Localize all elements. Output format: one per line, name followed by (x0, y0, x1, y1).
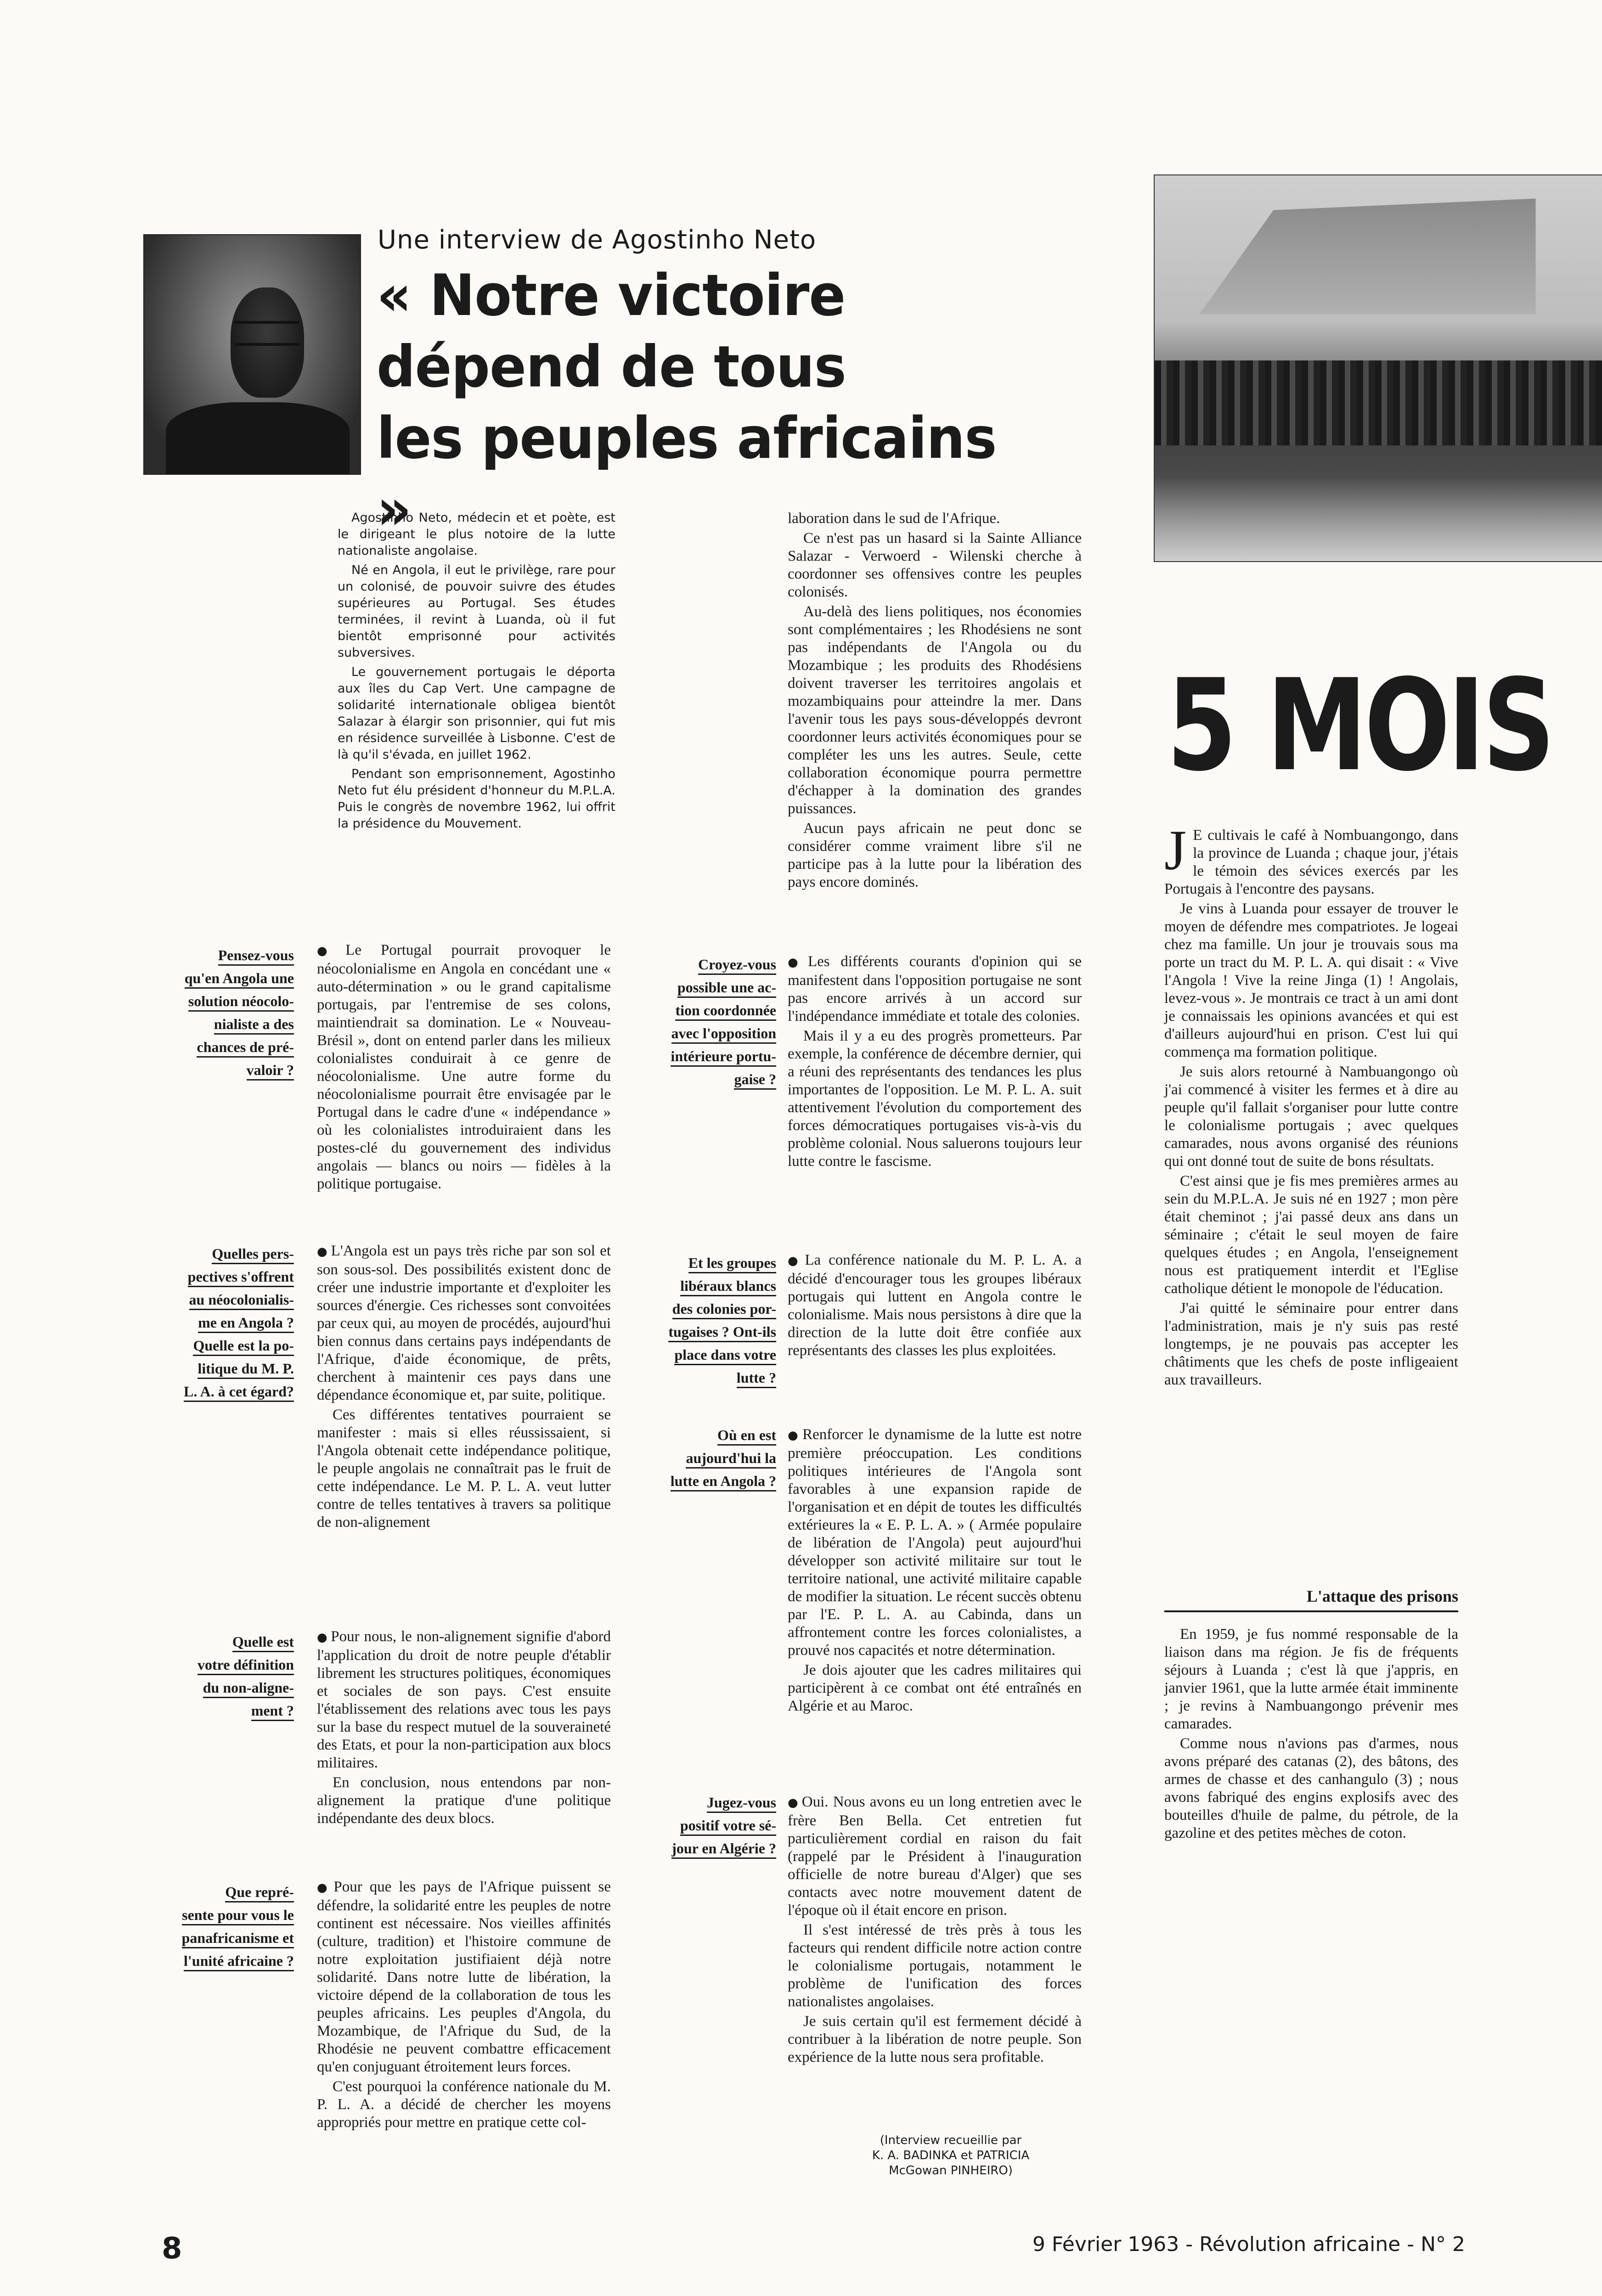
answer (788, 1251, 1082, 1362)
question: Jugez-vous positif votre sé- jour en Algérie ? (627, 1791, 776, 1860)
paragraph: Au-delà des liens politiques, nos économies sont complémentaires ; les Rhodésiens ne sont pas indépendants de l'Angola ou du Mozambique ; les produits des Rhodésiens doivent traverser les territoires angolais et mozambiquains pour atteindre la mer. Dans l'avenir tous les pays sous-développés devront coordonner leurs activités économiques pour se compléter les uns les autres. Seule, cette collaboration économique pourra permettre d'échapper à la domination des grandes puissances. (788, 603, 1082, 817)
answer (317, 1628, 611, 1829)
intro-paragraph: Le gouvernement portugais le déporta aux îles du Cap Vert. Une campagne de solidarité internationale obligea bientôt Salazar à élargir son prisonnier, qui fut mis en résidence surveillée à Lisbonne. C'est de là qu'il s'évada, en juillet 1962. (338, 665, 615, 762)
portrait-photo (143, 234, 361, 475)
headline-line: dépend de tous (377, 333, 846, 400)
question: Que repré- sente pour vous le panafricanisme et l'unité africaine ? (145, 1880, 294, 1972)
credit-line: McGowan PINHEIRO) (889, 2164, 1013, 2178)
answer-paragraph: ● Pour nous, le non-alignement signifie d'abord l'application du droit de notre peuple d'établir librement les structures politiques, économiques et sociales de son pays. C'est ensuite l'établissement des relations avec tous les pays sur la base du respect mutuel de la souveraineté des Etats, et pour la non-participation aux blocs militaires. (317, 1628, 611, 1771)
side-subhead: L'attaque des prisons (1164, 1587, 1458, 1612)
drop-cap: J (1164, 819, 1187, 882)
answer-paragraph: En conclusion, nous entendons par non-alignement la pratique d'une politique indépendante des deux blocs. (317, 1774, 611, 1827)
answer-paragraph: ● La conférence nationale du M. P. L. A. a décidé d'encourager tous les groupes libéraux portugais qui luttent en Angola contre le colonialisme. Mais nous persistons à dire que la direction de la lutte doit être confiée aux représentants des classes les plus exploitées. (788, 1252, 1082, 1359)
bullet-icon: ● (317, 1631, 328, 1644)
bullet-icon: ● (317, 1245, 328, 1259)
bullet-icon: ● (788, 1429, 800, 1442)
side-paragraph: Comme nous n'avions pas d'armes, nous avons préparé des catanas (2), des bâtons, des armes de chasse et des canhangulo (3) ; nous avons fabriqué des engins explosifs avec des bouteilles d'huile de palme, du pétrole, de la gazoline et des petites mèches de coton. (1164, 1735, 1458, 1841)
answer-paragraph: Mais il y a eu des progrès prometteurs. Par exemple, la conférence de décembre dernier, qui a réuni des représentants des tendances les plus importantes de l'opposition. Le M. P. L. A. suit attentivement l'évolution du comportement des forces démocratiques portugaises vis-à-vis du problème colonial. Nous saluerons toujours leur lutte contre le fascisme. (788, 1028, 1082, 1170)
paragraph: Aucun pays africain ne peut donc se considérer comme vraiment libre s'il ne participe pas à la lutte pour la libération des pays encore dominés. (788, 820, 1082, 890)
side-paragraph: J E cultivais le café à Nombuangongo, dans la province de Luanda ; chaque jour, j'étais le témoin des sévices exercés par les Portugais à l'encontre des paysans. (1164, 819, 1458, 897)
answer-paragraph: ● L'Angola est un pays très riche par son sol et son sous-sol. Des possibilités existent donc de créer une industrie importante et d'exploiter les sources d'énergie. Ces richesses sont convoitées par ceux qui, au moyen de procédés, aujourd'hui bien connus dans certains pays indépendants de l'Afrique, d'aide économique, de prêts, cherchent à maintenir ces pays dans une dépendance économique et, par suite, politique. (317, 1243, 611, 1403)
side-story (1164, 819, 1458, 1391)
kicker: Une interview de Agostinho Neto (378, 225, 817, 255)
intro-paragraph: Né en Angola, il eut le privilège, rare pour un colonisé, de pouvoir suivre des études supérieures au Portugal. Ses études terminées, il revint à Luanda, où il fut bientôt emprisonné pour activités subversives. (338, 563, 615, 660)
answer-paragraph: ● Oui. Nous avons eu un long entretien avec le frère Ben Bella. Cet entretien fut particulièrement cordial en raison du fait (rappelé par le Président à l'inauguration officielle de notre bureau d'Alger) que ses contacts avec notre mouvement datent de l'époque où il était encore en prison. (788, 1794, 1082, 1919)
intro-paragraph: Pendant son emprisonnement, Agostinho Neto fut élu président d'honneur du M.P.L.A. Puis le congrès de novembre 1962, lui offrit la présidence du Mouvement. (338, 767, 615, 831)
credit-line: K. A. BADINKA et PATRICIA (872, 2149, 1030, 2162)
answer-paragraph: ● Renforcer le dynamisme de la lutte est notre première préoccupation. Les conditions politiques intérieures de l'Angola sont favorables à une expansion rapide de l'organisation et en dépit de toutes les difficultés extérieures la « E. P. L. A. » ( Armée populaire de libération de l'Angola) peut aujourd'hui développer son activité militaire sur tout le territoire national, une activité militaire capable de modifier la situation. Le récent succès obtenu par l'E. P. L. A. au Cabinda, dans un affrontement contre les forces colonialistes, a prouvé nos capacités et notre détermination. (788, 1426, 1082, 1659)
question: Et les groupes libéraux blancs des colonies por- tugaises ? Ont-ils place dans votre lutte ? (627, 1251, 776, 1389)
question: Croyez-vous possible une ac- tion coordonnée avec l'opposition intérieure portu- gaise ? (627, 953, 776, 1091)
headline-line: « Notre victoire (377, 262, 846, 329)
intro-paragraph: Agostinho Neto, médecin et et poète, est le dirigeant le plus notoire de la lutte nationaliste angolaise. (338, 511, 615, 558)
answer-paragraph: ● Pour que les pays de l'Afrique puissent se défendre, la solidarité entre les peuples de notre continent est nécessaire. Nos vieilles affinités (culture, tradition) et l'histoire commune de notre exploitation justifiaient déjà notre solidarité. Dans notre lutte de libération, la victoire dépend de la collaboration de tous les peuples africains. Les peuples d'Angola, du Mozambique, de l'Afrique du Sud, de la Rhodésie ne peuvent combattre efficacement qu'en conjuguant étroitement leurs forces. (317, 1879, 611, 2075)
answer-paragraph: C'est pourquoi la conférence nationale du M. P. L. A. a décidé de chercher les moyens appropriés pour mettre en pratique cette col- (317, 2078, 611, 2131)
side-paragraph: Je vins à Luanda pour essayer de trouver le moyen de défendre mes compatriotes. Je logeai chez ma famille. Un jour je trouvais sous ma porte un tract du M. P. L. A. qui disait : « Vive l'Angola ! Vive la reine Jinga (1) ! Angolais, levez-vous ». Je montrais ce tract à un ami dont je connaissais les opinions avancées et qui est d'ailleurs aujourd'hui en prison. C'est lui qui commença ma formation politique. (1164, 900, 1458, 1060)
bullet-icon: ● (788, 1254, 802, 1268)
crowd-photo (1154, 174, 1602, 562)
side-paragraph: En 1959, je fus nommé responsable de la liaison dans ma région. Je fis de fréquents séjours à Luanda ; c'est là que j'appris, en janvier 1961, que la lutte armée était imminente ; je revins à Nambuangongo prévenir mes camarades. (1164, 1626, 1458, 1732)
answer-paragraph: Ces différentes tentatives pourraient se manifester : mais si elles réussissaient, si l'Angola obtenait cette indépendance politique, le peuple angolais ne connaîtrait pas le fruit de cette indépendance. Le M. P. L. A. veut lutter contre de telles tentatives à travers sa politique de non-alignement (317, 1407, 611, 1531)
paragraph: laboration dans le sud de l'Afrique. (788, 510, 1000, 527)
bullet-icon: ● (317, 944, 343, 958)
question: Où en est aujourd'hui la lutte en Angola ? (627, 1424, 776, 1492)
answer-paragraph: ● Le Portugal pourrait provoquer le néocolonialisme en Angola en concédant une « auto-détermination » ou le grand capitalisme portugais, par l'entremise de ses colons, maintiendrait sa domination. Le « Nouveau-Brésil », dont on entend parler dans les milieux colonialistes conduirait à ce genre de néocolonialisme. Une autre forme du néocolonialisme pourrait être envisagée par le Portugal dans le cadre d'une « indépendance » où les colonialistes introduiraient dans les postes-clé du gouvernement des individus angolais — blancs ou noirs — fidèles à la politique portugaise. (317, 942, 611, 1192)
answer (788, 1793, 1082, 2068)
side-paragraph: C'est ainsi que je fis mes premières armes au sein du M.P.L.A. Je suis né en 1927 ; mon père était cheminot ; j'ai passé deux ans dans un séminaire ; c'était le seul moyen de faire quelques études ; en Angola, l'enseignement nous est pratiquement interdit et l'Eglise catholique détient le monopole de l'éducation. (1164, 1173, 1458, 1297)
side-story-continued (1164, 1626, 1458, 1844)
column-continuation (788, 510, 1082, 893)
bullet-icon: ● (317, 1881, 331, 1895)
headline (377, 259, 1043, 545)
answer-paragraph: Je dois ajouter que les cadres militaires qui participèrent à ce combat ont été entraînés en Algérie et au Maroc. (788, 1662, 1082, 1714)
answer (317, 1242, 611, 1533)
headline-line: les peuples africains » (377, 405, 997, 543)
answer (788, 953, 1082, 1172)
answer (317, 1878, 611, 2133)
answer (788, 1426, 1082, 1717)
answer-paragraph: Je suis certain qu'il est fermement décidé à contribuer à la libération de notre peuple. Son expérience de la lutte nous sera profitable. (788, 2013, 1082, 2065)
page-number: 8 (162, 2232, 182, 2266)
side-paragraph: J'ai quitté le séminaire pour entrer dans l'administration, mais je n'y suis pas resté longtemps, je ne pouvais pas accepter les châtiments que les chefs de poste infligeaient aux travailleurs. (1164, 1300, 1458, 1388)
credit-line: (Interview recueillie par (880, 2133, 1022, 2147)
answer-paragraph: Il s'est intéressé de très près à tous les facteurs qui rendent difficile notre action contre le colonialisme portugais, notamment le problème de l'unification des forces nationalistes angolaises. (788, 1922, 1082, 2010)
intro-text (338, 510, 615, 835)
side-title: 5 MOIS (1167, 652, 1552, 799)
paragraph: Ce n'est pas un hasard si la Sainte Alliance Salazar - Verwoerd - Wilenski cherche à coordonner ses offensives contre les peuples colonisés. (788, 530, 1082, 600)
question: Quelles pers- pectives s'offrent au néocolonialis- me en Angola ? Quelle est la po- litique du M. P. L. A. à cet égard? (145, 1242, 294, 1403)
question: Quelle est votre définition du non-aligne- ment ? (145, 1630, 294, 1722)
interview-credit (822, 2133, 1079, 2178)
bullet-icon: ● (788, 1796, 799, 1810)
side-paragraph: Je suis alors retourné à Nambuangongo où j'ai commencé à visiter les fermes et à dire au peuple qu'il fallait s'organiser pour lutte contre le colonialisme portugais ; avec quelques camarades, nous avons organisé des réunions qui ont donné tout de suite de bons résultats. (1164, 1064, 1458, 1170)
answer (317, 941, 611, 1195)
answer-paragraph: ● Les différents courants d'opinion qui se manifestent dans l'opposition portugaise ne sont pas encore arrivés à un accord sur l'indépendance immédiate et totale des colonies. (788, 953, 1082, 1024)
issue-line: 9 Février 1963 - Révolution africaine - N° 2 (1032, 2233, 1465, 2256)
question: Pensez-vous qu'en Angola une solution néocolo- nialiste a des chances de pré- valoir ? (161, 944, 294, 1081)
bullet-icon: ● (788, 956, 805, 969)
